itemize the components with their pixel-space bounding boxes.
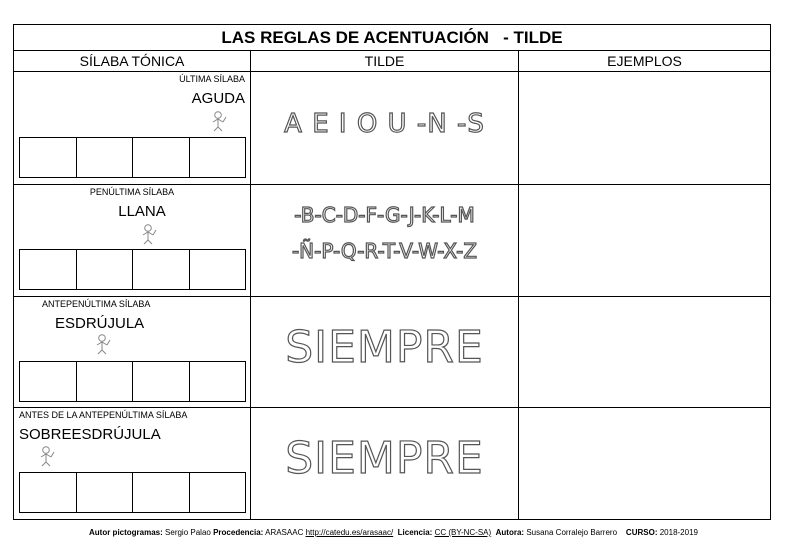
stressed-syllable-pictogram-icon — [208, 110, 228, 132]
syllable-box — [77, 362, 134, 401]
syllable-box — [20, 362, 77, 401]
syllable-box — [20, 250, 77, 289]
stressed-syllable-pictogram-icon — [138, 223, 158, 245]
syllable-box — [133, 362, 190, 401]
row-divider — [14, 407, 770, 408]
sheet-title: LAS REGLAS DE ACENTUACIÓN - TILDE — [14, 25, 770, 51]
autora-label: Autora: — [495, 528, 525, 537]
procedencia-label: Procedencia: — [213, 528, 264, 537]
syllable-box — [133, 250, 190, 289]
curso: 2018-2019 — [659, 528, 698, 537]
tilde-rule-consonants: -B-C-D-F-G-J-K-L-M — [294, 203, 475, 227]
stressed-syllable-pictogram-icon — [36, 445, 56, 467]
header-tilde: TILDE — [251, 51, 518, 72]
syllable-box — [133, 138, 190, 177]
syllable-box — [20, 473, 77, 512]
stressed-syllable-pictogram-icon — [92, 333, 112, 355]
syllable-box — [190, 138, 246, 177]
syllable-box — [77, 250, 134, 289]
syllable-box — [20, 138, 77, 177]
tilde-rule: SIEMPRE — [285, 322, 484, 373]
position-label: ÚLTIMA SÍLABA — [179, 74, 245, 84]
header-silaba-tonica: SÍLABA TÓNICA — [14, 51, 250, 72]
type-label: LLANA — [118, 203, 166, 220]
type-label: AGUDA — [191, 90, 245, 107]
tilde-rule-consonants-line2: -Ñ-P-Q-R-T-V-W-X-Z — [291, 239, 478, 263]
syllable-box — [77, 138, 134, 177]
position-label: PENÚLTIMA SÍLABA — [89, 187, 175, 197]
syllable-boxes — [19, 249, 246, 290]
position-label: ANTEPENÚLTIMA SÍLABA — [42, 299, 151, 309]
syllable-boxes — [19, 137, 246, 178]
syllable-box — [77, 473, 134, 512]
type-label: ESDRÚJULA — [55, 315, 145, 332]
autor-pictogramas: Sergio Palao — [165, 528, 211, 537]
header-ejemplos: EJEMPLOS — [519, 51, 770, 72]
column-divider — [518, 51, 519, 519]
credits-footer — [0, 528, 787, 538]
licencia-link[interactable]: CC (BY-NC-SA) — [434, 528, 492, 537]
licencia-label: Licencia: — [397, 528, 433, 537]
row-divider — [14, 296, 770, 297]
syllable-box — [190, 362, 246, 401]
autora: Susana Corralejo Barrero — [526, 528, 618, 537]
row-divider — [14, 184, 770, 185]
syllable-boxes — [19, 361, 246, 402]
syllable-box — [190, 473, 246, 512]
type-label: SOBREESDRÚJULA — [19, 426, 161, 443]
tilde-rule: A E I O U -N -S — [284, 109, 485, 139]
syllable-boxes — [19, 472, 246, 513]
syllable-box — [133, 473, 190, 512]
accent-rules-table — [13, 24, 771, 520]
autor-pictogramas-label: Autor pictogramas: — [89, 528, 163, 537]
tilde-rule: SIEMPRE — [285, 433, 484, 484]
syllable-box — [190, 250, 246, 289]
curso-label: CURSO: — [625, 528, 658, 537]
procedencia: ARASAAC — [265, 528, 304, 537]
position-label: ANTES DE LA ANTEPENÚLTIMA SÍLABA — [19, 410, 188, 420]
procedencia-link[interactable]: http://catedu.es/arasaac/ — [305, 528, 394, 537]
